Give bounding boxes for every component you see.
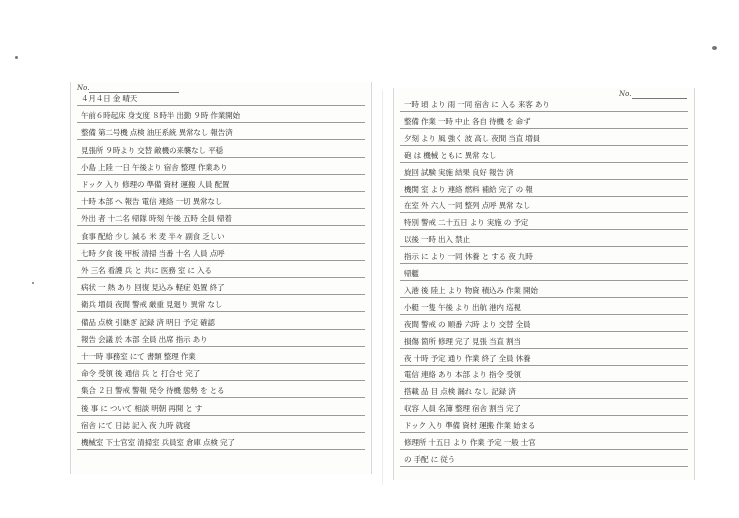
ruled-line	[400, 162, 688, 163]
ruled-line	[77, 225, 365, 226]
handwritten-line: 食事 配給 少し 減る 米 麦 半々 副食 乏しい	[81, 231, 225, 241]
handwritten-line: 旋回 試験 実施 結果 良好 報告 済	[404, 167, 514, 177]
handwritten-line: 砲 は 機械 ともに 異常 なし	[404, 150, 497, 160]
ruled-line	[400, 212, 688, 213]
ruled-line	[400, 331, 688, 332]
ruled-line	[400, 415, 688, 416]
ruled-line	[400, 381, 688, 382]
handwritten-line: 見張所 ９時より 交替 敵機の来襲なし 平穏	[81, 145, 223, 155]
ruled-line	[400, 398, 688, 399]
ruled-line	[400, 297, 688, 298]
handwritten-line: 命令 受領 後 通信 兵 と 打合せ 完了	[81, 369, 201, 379]
page-speck	[712, 46, 717, 50]
ruled-line	[400, 280, 688, 281]
handwritten-line: 病状 一 熱 あり 回復 見込み 軽症 処置 終了	[81, 283, 225, 293]
handwritten-line: 衛兵 増員 夜間 警戒 厳重 見廻り 異常 なし	[81, 300, 223, 310]
handwritten-line: の 手配 に 従う	[404, 454, 456, 464]
handwritten-line: 搭載 品 目 点検 漏れ なし 記録 済	[404, 387, 516, 397]
ruled-line	[77, 139, 365, 140]
handwritten-line: 夜 十時 予定 通り 作業 終了 全員 休養	[404, 353, 531, 363]
ruled-line	[77, 294, 365, 295]
ruled-line	[400, 348, 688, 349]
handwritten-line: 修理所 十五日 より 作業 予定 一般 士官	[404, 438, 536, 447]
ruled-line	[77, 277, 365, 278]
handwritten-line: 宿舎 にて 日誌 記入 夜 九時 就寝	[81, 420, 191, 430]
handwritten-line: 以後 一時 出入 禁止	[404, 235, 470, 245]
handwritten-line: 小艇 一隻 午後 より 出航 港内 巡視	[404, 302, 521, 312]
ruled-line	[77, 311, 365, 312]
ruled-line	[400, 111, 688, 112]
ruled-line	[77, 449, 365, 450]
handwritten-line: 機関 室 より 連絡 燃料 補給 完了 の 報	[404, 184, 533, 194]
handwritten-line: 損傷 箇所 修理 完了 見張 当直 割当	[404, 336, 521, 346]
handwritten-line: 報告 会議 於 本部 全員 出席 指示 あり	[81, 334, 208, 344]
ruled-line	[400, 179, 688, 180]
center-fold	[382, 90, 383, 485]
handwritten-line: ４月４日 金 晴天	[81, 94, 138, 103]
ruled-line	[77, 191, 365, 192]
handwritten-line: ドック 入り 準備 資材 運搬 作業 始まる	[404, 421, 536, 431]
handwritten-line: 整備 作業 一時 中止 各自 待機 を 命ず	[404, 116, 531, 126]
ruled-line	[400, 449, 688, 450]
handwritten-line: 夕刻 より 風 強く 波 高し 夜間 当直 増員	[404, 133, 541, 143]
handwritten-line: 収容 人員 名簿 整理 宿舎 割当 完了	[404, 404, 521, 414]
handwritten-line: 帰艦	[404, 269, 419, 278]
right-page-no-label: No.	[619, 90, 632, 98]
handwritten-line: 外出 者 十二名 帰隊 時刻 午後 五時 全員 帰着	[81, 214, 232, 224]
handwritten-line: 七時 夕食 後 甲板 清掃 当番 十名 人員 点呼	[81, 248, 225, 258]
ruled-line	[77, 363, 365, 364]
handwritten-line: 夜間 警戒 の 順番 六時 より 交替 全員	[404, 319, 531, 329]
handwritten-line: 後 事 に ついて 相談 明朝 再開 と す	[81, 403, 203, 413]
ruled-line	[77, 432, 365, 433]
handwritten-line: 入港 後 陸上 より 物資 積込み 作業 開始	[404, 285, 538, 295]
ruled-line	[77, 380, 365, 381]
ruled-line	[400, 466, 688, 467]
right-page-no-line	[632, 98, 687, 99]
page-speck	[15, 56, 18, 59]
handwritten-line: 電信 連絡 あり 本部 より 指令 受領	[404, 370, 521, 380]
left-page-no-label: No.	[77, 84, 90, 92]
handwritten-line: ドック 入り 修理の 準備 資材 運搬 人員 配置	[81, 180, 230, 189]
handwritten-line: 集合 ２日 警戒 警報 発令 待機 態勢 を とる	[81, 386, 225, 396]
right-page	[393, 88, 695, 480]
ruled-line	[77, 243, 365, 244]
handwritten-line: 備品 点検 引継ぎ 記録 済 明日 予定 確認	[81, 317, 215, 327]
handwritten-line: 十一時 事務室 にて 書類 整理 作業	[81, 352, 196, 361]
ruled-line	[77, 122, 365, 123]
ruled-line	[77, 346, 365, 347]
handwritten-line: 十時 本部 へ 報告 電信 連絡 一切 異常なし	[81, 197, 223, 207]
ruled-line	[77, 329, 365, 330]
ruled-line	[77, 105, 365, 106]
left-page-no-line	[89, 92, 179, 93]
handwritten-line: 機械室 下士官室 清掃室 兵員室 倉庫 点検 完了	[81, 438, 235, 447]
ruled-line	[400, 145, 688, 146]
ruled-line	[400, 365, 688, 366]
handwritten-line: 特別 警戒 二十五日 より 実施 の 予定	[404, 218, 529, 228]
handwritten-line: 整備 第二号機 点検 油圧系統 異常なし 報告済	[81, 128, 233, 138]
ruled-line	[77, 260, 365, 261]
ruled-line	[77, 174, 365, 175]
handwritten-line: 小島 上陸 一日 午後より 宿舎 整理 作業あり	[81, 162, 228, 172]
handwritten-line: 午前６時起床 身支度 ８時半 出勤 ９時 作業開始	[81, 111, 240, 121]
ruled-line	[400, 314, 688, 315]
ruled-line	[400, 128, 688, 129]
ruled-line	[400, 263, 688, 264]
ruled-line	[400, 229, 688, 230]
handwritten-line: 一時 頃 より 雨 一同 宿舎 に 入る 来客 あり	[404, 100, 550, 109]
page-speck	[32, 282, 34, 284]
handwritten-line: 外 三名 看護 兵 と 共に 医務 室 に 入る	[81, 266, 212, 275]
ruled-line	[77, 415, 365, 416]
ruled-line	[400, 196, 688, 197]
handwritten-line: 在室 外 六人 一同 整列 点呼 異常 なし	[404, 201, 531, 211]
ruled-line	[400, 246, 688, 247]
ruled-line	[77, 157, 365, 158]
ruled-line	[77, 208, 365, 209]
ruled-line	[77, 397, 365, 398]
handwritten-line: 指示 に より 一同 休養 と する 夜 九時	[404, 252, 533, 262]
ruled-line	[400, 432, 688, 433]
left-page	[70, 82, 372, 474]
